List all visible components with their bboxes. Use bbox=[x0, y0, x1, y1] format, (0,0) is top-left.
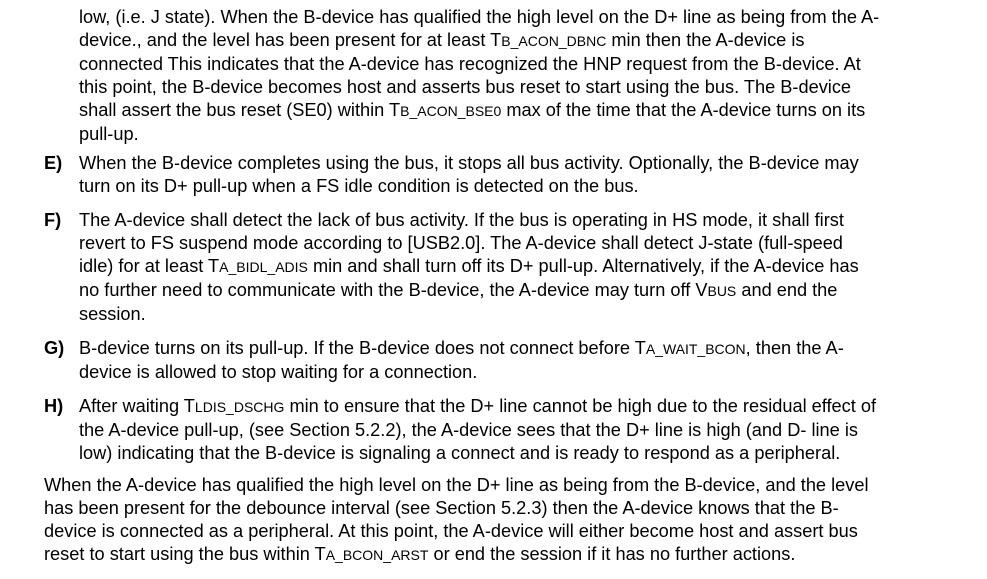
text-line: turn on its D+ pull-up when a FS idle condition is detected on the bus. bbox=[79, 176, 639, 196]
text-line: connected This indicates that the A-device has recognized the HNP request from the B-device. At bbox=[79, 54, 861, 74]
text-line: When the A-device has qualified the high level on the D+ line as being from the B-device, and the level bbox=[44, 475, 869, 495]
text-line: session. bbox=[79, 304, 146, 324]
timing-parameter: BUS bbox=[707, 283, 737, 299]
text-line: shall assert the bus reset (SE0) within TB_ACON_BSE0 max of the time that the A-device turns on its bbox=[79, 100, 866, 120]
closing-paragraph bbox=[44, 474, 974, 567]
text-line: low) indicating that the B-device is signaling a connect and is ready to respond as a peripheral. bbox=[79, 443, 841, 463]
item-label: H) bbox=[44, 396, 64, 416]
timing-parameter: A_BIDL_ADIS bbox=[219, 259, 308, 275]
text-line: When the B-device completes using the bus, it stops all bus activity. Optionally, the B-device may bbox=[79, 153, 859, 173]
text-line: no further need to communicate with the B-device, the A-device may turn off VBUS and end the bbox=[79, 280, 838, 300]
text-line: B-device turns on its pull-up. If the B-device does not connect before TA_WAIT_BCON, then the A- bbox=[79, 338, 844, 358]
item-text bbox=[79, 337, 974, 384]
item-text bbox=[79, 209, 974, 326]
timing-parameter: B_ACON_DBNC bbox=[501, 33, 607, 49]
text-line: device is connected as a peripheral. At this point, the A-device will either become host and assert bus bbox=[44, 521, 858, 541]
text-line: this point, the B-device becomes host and asserts bus reset to start using the bus. The B-device bbox=[79, 77, 852, 97]
text-line: idle) for at least TA_BIDL_ADIS min and shall turn off its D+ pull-up. Alternatively, if the A-device has bbox=[79, 256, 859, 276]
timing-parameter: B_ACON_BSE0 bbox=[400, 103, 502, 119]
text-line: reset to start using the bus within TA_BCON_ARST or end the session if it has no further actions. bbox=[44, 544, 796, 564]
timing-parameter: A_WAIT_BCON bbox=[645, 341, 746, 357]
text-line: After waiting TLDIS_DSCHG min to ensure that the D+ line cannot be high due to the residual effect of bbox=[79, 396, 877, 416]
text-line: has been present for the debounce interval (see Section 5.2.3) then the A-device knows that the B- bbox=[44, 498, 839, 518]
text-line: the A-device pull-up, (see Section 5.2.2), the A-device sees that the D+ line is high (and D- line is bbox=[79, 420, 858, 440]
text-line: revert to FS suspend mode according to [USB2.0]. The A-device shall detect J-state (full-speed bbox=[79, 233, 843, 253]
item-label: G) bbox=[44, 338, 65, 358]
item-text bbox=[79, 152, 974, 198]
text-line: device., and the level has been present for at least TB_ACON_DBNC min then the A-device is bbox=[79, 30, 805, 50]
timing-parameter: A_BCON_ARST bbox=[325, 547, 429, 563]
text-line: The A-device shall detect the lack of bus activity. If the bus is operating in HS mode, it shall first bbox=[79, 210, 844, 230]
item-text bbox=[79, 395, 974, 465]
continuation-paragraph bbox=[79, 6, 974, 146]
text-line: pull-up. bbox=[79, 124, 139, 144]
item-label: E) bbox=[44, 153, 63, 173]
text-line: low, (i.e. J state). When the B-device has qualified the high level on the D+ line as being from the A- bbox=[79, 7, 880, 27]
timing-parameter: LDIS_DSCHG bbox=[194, 399, 285, 415]
item-label: F) bbox=[44, 210, 62, 230]
text-line: device is allowed to stop waiting for a connection. bbox=[79, 362, 478, 382]
